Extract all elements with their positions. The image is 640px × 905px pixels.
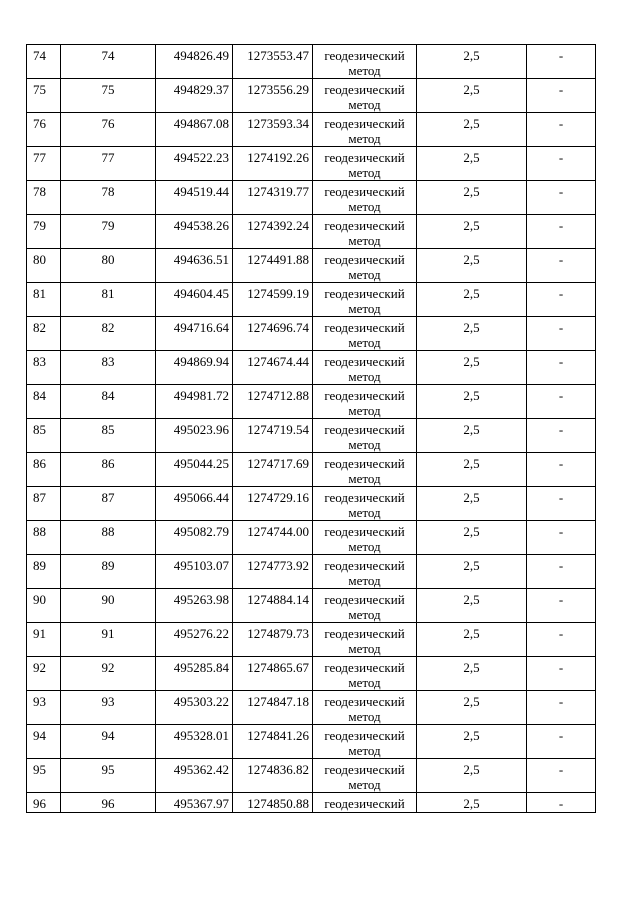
x-coordinate-cell: 495328.01 [156, 725, 233, 759]
method-cell: геодезический метод [313, 691, 417, 725]
table-row [27, 79, 596, 113]
x-coordinate-cell: 494522.23 [156, 147, 233, 181]
y-coordinate-cell: 1274712.88 [233, 385, 313, 419]
table-row [27, 657, 596, 691]
table-row [27, 181, 596, 215]
table-row [27, 759, 596, 793]
note-cell: - [527, 589, 596, 623]
row-number-cell: 93 [27, 691, 61, 725]
x-coordinate-cell: 494604.45 [156, 283, 233, 317]
x-coordinate-cell: 495362.42 [156, 759, 233, 793]
method-cell: геодезический метод [313, 249, 417, 283]
table-row [27, 589, 596, 623]
row-number-cell: 74 [27, 45, 61, 79]
point-number-cell: 84 [61, 385, 156, 419]
y-coordinate-cell: 1274717.69 [233, 453, 313, 487]
table-row [27, 45, 596, 79]
row-number-cell: 89 [27, 555, 61, 589]
row-number-cell: 83 [27, 351, 61, 385]
row-number-cell: 77 [27, 147, 61, 181]
note-cell: - [527, 453, 596, 487]
y-coordinate-cell: 1274599.19 [233, 283, 313, 317]
point-number-cell: 95 [61, 759, 156, 793]
point-number-cell: 80 [61, 249, 156, 283]
x-coordinate-cell: 495276.22 [156, 623, 233, 657]
method-cell: геодезический метод [313, 589, 417, 623]
y-coordinate-cell: 1274696.74 [233, 317, 313, 351]
method-cell: геодезический метод [313, 623, 417, 657]
point-number-cell: 87 [61, 487, 156, 521]
row-number-cell: 85 [27, 419, 61, 453]
accuracy-cell: 2,5 [417, 521, 527, 555]
row-number-cell: 86 [27, 453, 61, 487]
point-number-cell: 78 [61, 181, 156, 215]
note-cell: - [527, 181, 596, 215]
row-number-cell: 78 [27, 181, 61, 215]
method-cell: геодезический [313, 793, 417, 813]
point-number-cell: 75 [61, 79, 156, 113]
row-number-cell: 88 [27, 521, 61, 555]
note-cell: - [527, 725, 596, 759]
y-coordinate-cell: 1274491.88 [233, 249, 313, 283]
y-coordinate-cell: 1274719.54 [233, 419, 313, 453]
y-coordinate-cell: 1274879.73 [233, 623, 313, 657]
row-number-cell: 92 [27, 657, 61, 691]
row-number-cell: 76 [27, 113, 61, 147]
row-number-cell: 82 [27, 317, 61, 351]
note-cell: - [527, 351, 596, 385]
y-coordinate-cell: 1274392.24 [233, 215, 313, 249]
note-cell: - [527, 113, 596, 147]
accuracy-cell: 2,5 [417, 555, 527, 589]
x-coordinate-cell: 495103.07 [156, 555, 233, 589]
point-number-cell: 85 [61, 419, 156, 453]
point-number-cell: 96 [61, 793, 156, 813]
y-coordinate-cell: 1274319.77 [233, 181, 313, 215]
method-cell: геодезический метод [313, 113, 417, 147]
x-coordinate-cell: 494636.51 [156, 249, 233, 283]
method-cell: геодезический метод [313, 79, 417, 113]
accuracy-cell: 2,5 [417, 283, 527, 317]
note-cell: - [527, 385, 596, 419]
x-coordinate-cell: 495082.79 [156, 521, 233, 555]
method-cell: геодезический метод [313, 419, 417, 453]
x-coordinate-cell: 494829.37 [156, 79, 233, 113]
y-coordinate-cell: 1274841.26 [233, 725, 313, 759]
note-cell: - [527, 147, 596, 181]
y-coordinate-cell: 1274865.67 [233, 657, 313, 691]
note-cell: - [527, 691, 596, 725]
note-cell: - [527, 419, 596, 453]
method-cell: геодезический метод [313, 317, 417, 351]
note-cell: - [527, 79, 596, 113]
y-coordinate-cell: 1274847.18 [233, 691, 313, 725]
method-cell: геодезический метод [313, 555, 417, 589]
table-row [27, 385, 596, 419]
point-number-cell: 92 [61, 657, 156, 691]
accuracy-cell: 2,5 [417, 113, 527, 147]
point-number-cell: 93 [61, 691, 156, 725]
x-coordinate-cell: 495303.22 [156, 691, 233, 725]
x-coordinate-cell: 494981.72 [156, 385, 233, 419]
method-cell: геодезический метод [313, 45, 417, 79]
x-coordinate-cell: 494538.26 [156, 215, 233, 249]
method-cell: геодезический метод [313, 215, 417, 249]
method-cell: геодезический метод [313, 657, 417, 691]
table-row [27, 283, 596, 317]
y-coordinate-cell: 1274192.26 [233, 147, 313, 181]
table-row [27, 521, 596, 555]
y-coordinate-cell: 1274773.92 [233, 555, 313, 589]
accuracy-cell: 2,5 [417, 623, 527, 657]
point-number-cell: 89 [61, 555, 156, 589]
note-cell: - [527, 487, 596, 521]
note-cell: - [527, 759, 596, 793]
note-cell: - [527, 521, 596, 555]
accuracy-cell: 2,5 [417, 45, 527, 79]
point-number-cell: 86 [61, 453, 156, 487]
table-body [27, 45, 596, 813]
table-row [27, 453, 596, 487]
accuracy-cell: 2,5 [417, 691, 527, 725]
x-coordinate-cell: 494519.44 [156, 181, 233, 215]
row-number-cell: 95 [27, 759, 61, 793]
row-number-cell: 84 [27, 385, 61, 419]
x-coordinate-cell: 494869.94 [156, 351, 233, 385]
point-number-cell: 90 [61, 589, 156, 623]
point-number-cell: 74 [61, 45, 156, 79]
y-coordinate-cell: 1273553.47 [233, 45, 313, 79]
point-number-cell: 83 [61, 351, 156, 385]
note-cell: - [527, 317, 596, 351]
y-coordinate-cell: 1274674.44 [233, 351, 313, 385]
x-coordinate-cell: 494716.64 [156, 317, 233, 351]
accuracy-cell: 2,5 [417, 215, 527, 249]
point-number-cell: 88 [61, 521, 156, 555]
note-cell: - [527, 623, 596, 657]
y-coordinate-cell: 1273556.29 [233, 79, 313, 113]
method-cell: геодезический метод [313, 351, 417, 385]
accuracy-cell: 2,5 [417, 181, 527, 215]
y-coordinate-cell: 1274884.14 [233, 589, 313, 623]
table-row [27, 487, 596, 521]
point-number-cell: 76 [61, 113, 156, 147]
accuracy-cell: 2,5 [417, 793, 527, 813]
accuracy-cell: 2,5 [417, 725, 527, 759]
method-cell: геодезический метод [313, 181, 417, 215]
note-cell: - [527, 215, 596, 249]
table-row [27, 113, 596, 147]
accuracy-cell: 2,5 [417, 249, 527, 283]
table-row [27, 351, 596, 385]
method-cell: геодезический метод [313, 453, 417, 487]
accuracy-cell: 2,5 [417, 657, 527, 691]
note-cell: - [527, 657, 596, 691]
accuracy-cell: 2,5 [417, 147, 527, 181]
x-coordinate-cell: 494867.08 [156, 113, 233, 147]
accuracy-cell: 2,5 [417, 385, 527, 419]
row-number-cell: 96 [27, 793, 61, 813]
accuracy-cell: 2,5 [417, 351, 527, 385]
method-cell: геодезический метод [313, 725, 417, 759]
row-number-cell: 79 [27, 215, 61, 249]
y-coordinate-cell: 1274836.82 [233, 759, 313, 793]
table-row [27, 555, 596, 589]
coordinates-table [26, 44, 596, 813]
table-row [27, 793, 596, 813]
note-cell: - [527, 249, 596, 283]
accuracy-cell: 2,5 [417, 79, 527, 113]
method-cell: геодезический метод [313, 759, 417, 793]
table-row [27, 623, 596, 657]
table-row [27, 691, 596, 725]
note-cell: - [527, 555, 596, 589]
point-number-cell: 77 [61, 147, 156, 181]
method-cell: геодезический метод [313, 283, 417, 317]
method-cell: геодезический метод [313, 385, 417, 419]
point-number-cell: 79 [61, 215, 156, 249]
note-cell: - [527, 793, 596, 813]
accuracy-cell: 2,5 [417, 453, 527, 487]
accuracy-cell: 2,5 [417, 589, 527, 623]
method-cell: геодезический метод [313, 487, 417, 521]
method-cell: геодезический метод [313, 521, 417, 555]
x-coordinate-cell: 495263.98 [156, 589, 233, 623]
table-row [27, 725, 596, 759]
x-coordinate-cell: 494826.49 [156, 45, 233, 79]
accuracy-cell: 2,5 [417, 487, 527, 521]
x-coordinate-cell: 495044.25 [156, 453, 233, 487]
row-number-cell: 75 [27, 79, 61, 113]
point-number-cell: 91 [61, 623, 156, 657]
row-number-cell: 81 [27, 283, 61, 317]
accuracy-cell: 2,5 [417, 759, 527, 793]
x-coordinate-cell: 495023.96 [156, 419, 233, 453]
note-cell: - [527, 283, 596, 317]
y-coordinate-cell: 1274744.00 [233, 521, 313, 555]
x-coordinate-cell: 495066.44 [156, 487, 233, 521]
y-coordinate-cell: 1273593.34 [233, 113, 313, 147]
row-number-cell: 87 [27, 487, 61, 521]
table-row [27, 419, 596, 453]
table-row [27, 317, 596, 351]
x-coordinate-cell: 495367.97 [156, 793, 233, 813]
accuracy-cell: 2,5 [417, 317, 527, 351]
row-number-cell: 91 [27, 623, 61, 657]
y-coordinate-cell: 1274850.88 [233, 793, 313, 813]
row-number-cell: 90 [27, 589, 61, 623]
method-cell: геодезический метод [313, 147, 417, 181]
point-number-cell: 94 [61, 725, 156, 759]
table-row [27, 147, 596, 181]
point-number-cell: 81 [61, 283, 156, 317]
table-row [27, 215, 596, 249]
table-row [27, 249, 596, 283]
point-number-cell: 82 [61, 317, 156, 351]
row-number-cell: 94 [27, 725, 61, 759]
note-cell: - [527, 45, 596, 79]
row-number-cell: 80 [27, 249, 61, 283]
x-coordinate-cell: 495285.84 [156, 657, 233, 691]
accuracy-cell: 2,5 [417, 419, 527, 453]
y-coordinate-cell: 1274729.16 [233, 487, 313, 521]
